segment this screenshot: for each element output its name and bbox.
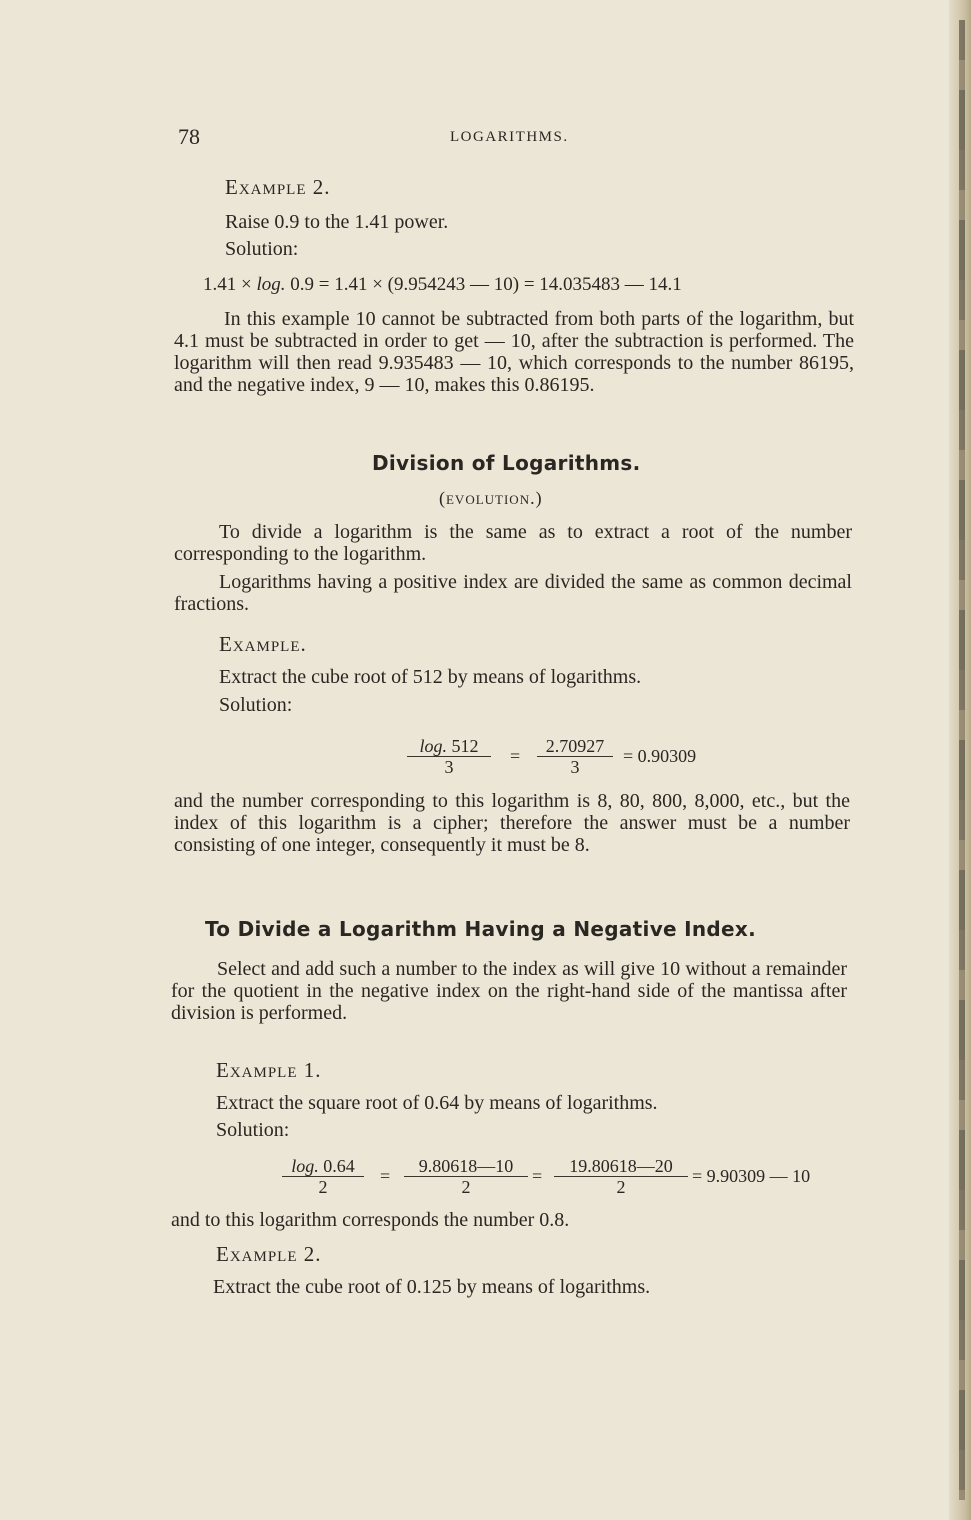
example2-equation (203, 274, 682, 296)
formula1-result: = 0.90309 (623, 746, 697, 766)
formula2-equals1: = (380, 1166, 391, 1186)
log-label: log. (291, 1156, 319, 1176)
fraction2-numerator: 9.80618—10 (404, 1156, 528, 1177)
equation-part-b: 0.9 = 1.41 × (9.954243 — 10) = 14.035483 — 14.1 (290, 274, 682, 295)
formula1-fraction2 (537, 736, 613, 777)
negative-example1-task: Extract the square root of 0.64 by means of logarithms. (216, 1092, 658, 1114)
negative-index-heading: To Divide a Logarithm Having a Negative Index. (205, 917, 757, 941)
division-para2: Logarithms having a positive index are divided the same as common decimal fractions. (174, 571, 852, 615)
division-para3: and the number corresponding to this logarithm is 8, 80, 800, 8,000, etc., but the index of this logarithm is a cipher; therefore the answer must be a number consisting of one integer, consequently it must be 8. (174, 790, 850, 856)
fraction3-denominator: 2 (616, 1177, 626, 1197)
example2-heading: Example 2. (225, 175, 331, 199)
negative-example2-heading: Example 2. (216, 1242, 322, 1266)
formula2-fraction1 (282, 1156, 364, 1197)
division-solution-label: Solution: (219, 694, 293, 716)
negative-index-para1: Select and add such a number to the index as will give 10 without a remainder for the quotient in the negative index on the right-hand side of the mantissa after division is performed. (171, 958, 847, 1024)
example2-paragraph: In this example 10 cannot be subtracted from both parts of the logarithm, but 4.1 must be subtracted in order to get — 10, after the subtraction is performed. The logarithm will then read 9.935483 — 10, which corresponds to the number 86195, and the negative index, 9 — 10, makes this 0.86195. (174, 308, 854, 396)
formula1-equals: = (510, 746, 521, 766)
fraction3-numerator: 19.80618—20 (554, 1156, 688, 1177)
division-subheading: (evolution.) (439, 488, 543, 508)
formula2-result: = 9.90309 — 10 (692, 1166, 811, 1186)
fraction2-numerator: 2.70927 (537, 736, 613, 757)
formula1-fraction1 (407, 736, 491, 777)
division-para1: To divide a logarithm is the same as to extract a root of the number corresponding to the logarithm. (174, 521, 852, 565)
negative-example2-task: Extract the cube root of 0.125 by means of logarithms. (213, 1276, 651, 1298)
fraction1-numerator: 0.64 (323, 1156, 355, 1176)
example2-solution-label: Solution: (225, 238, 299, 260)
log-label: log. (419, 736, 447, 756)
after-formula2-text: and to this logarithm corresponds the number 0.8. (171, 1209, 570, 1231)
equation-part-a: 1.41 × (203, 274, 252, 295)
fraction2-denominator: 3 (570, 757, 580, 777)
fraction1-denominator: 2 (318, 1177, 328, 1197)
log-label: log. (256, 274, 286, 295)
division-example-task: Extract the cube root of 512 by means of logarithms. (219, 666, 642, 688)
formula2-fraction3 (554, 1156, 688, 1197)
negative-example1-heading: Example 1. (216, 1058, 322, 1082)
fraction1-numerator: 512 (451, 736, 479, 756)
division-example-heading: Example. (219, 632, 307, 656)
division-heading: Division of Logarithms. (372, 451, 641, 475)
fraction2-denominator: 2 (461, 1177, 471, 1197)
negative-solution-label: Solution: (216, 1119, 290, 1141)
fraction1-denominator: 3 (444, 757, 454, 777)
page-edge (949, 0, 971, 1520)
formula2-fraction2 (404, 1156, 528, 1197)
formula2-equals2: = (532, 1166, 543, 1186)
page-number: 78 (178, 124, 200, 149)
running-title: LOGARITHMS. (450, 129, 569, 145)
example2-task: Raise 0.9 to the 1.41 power. (225, 211, 449, 233)
